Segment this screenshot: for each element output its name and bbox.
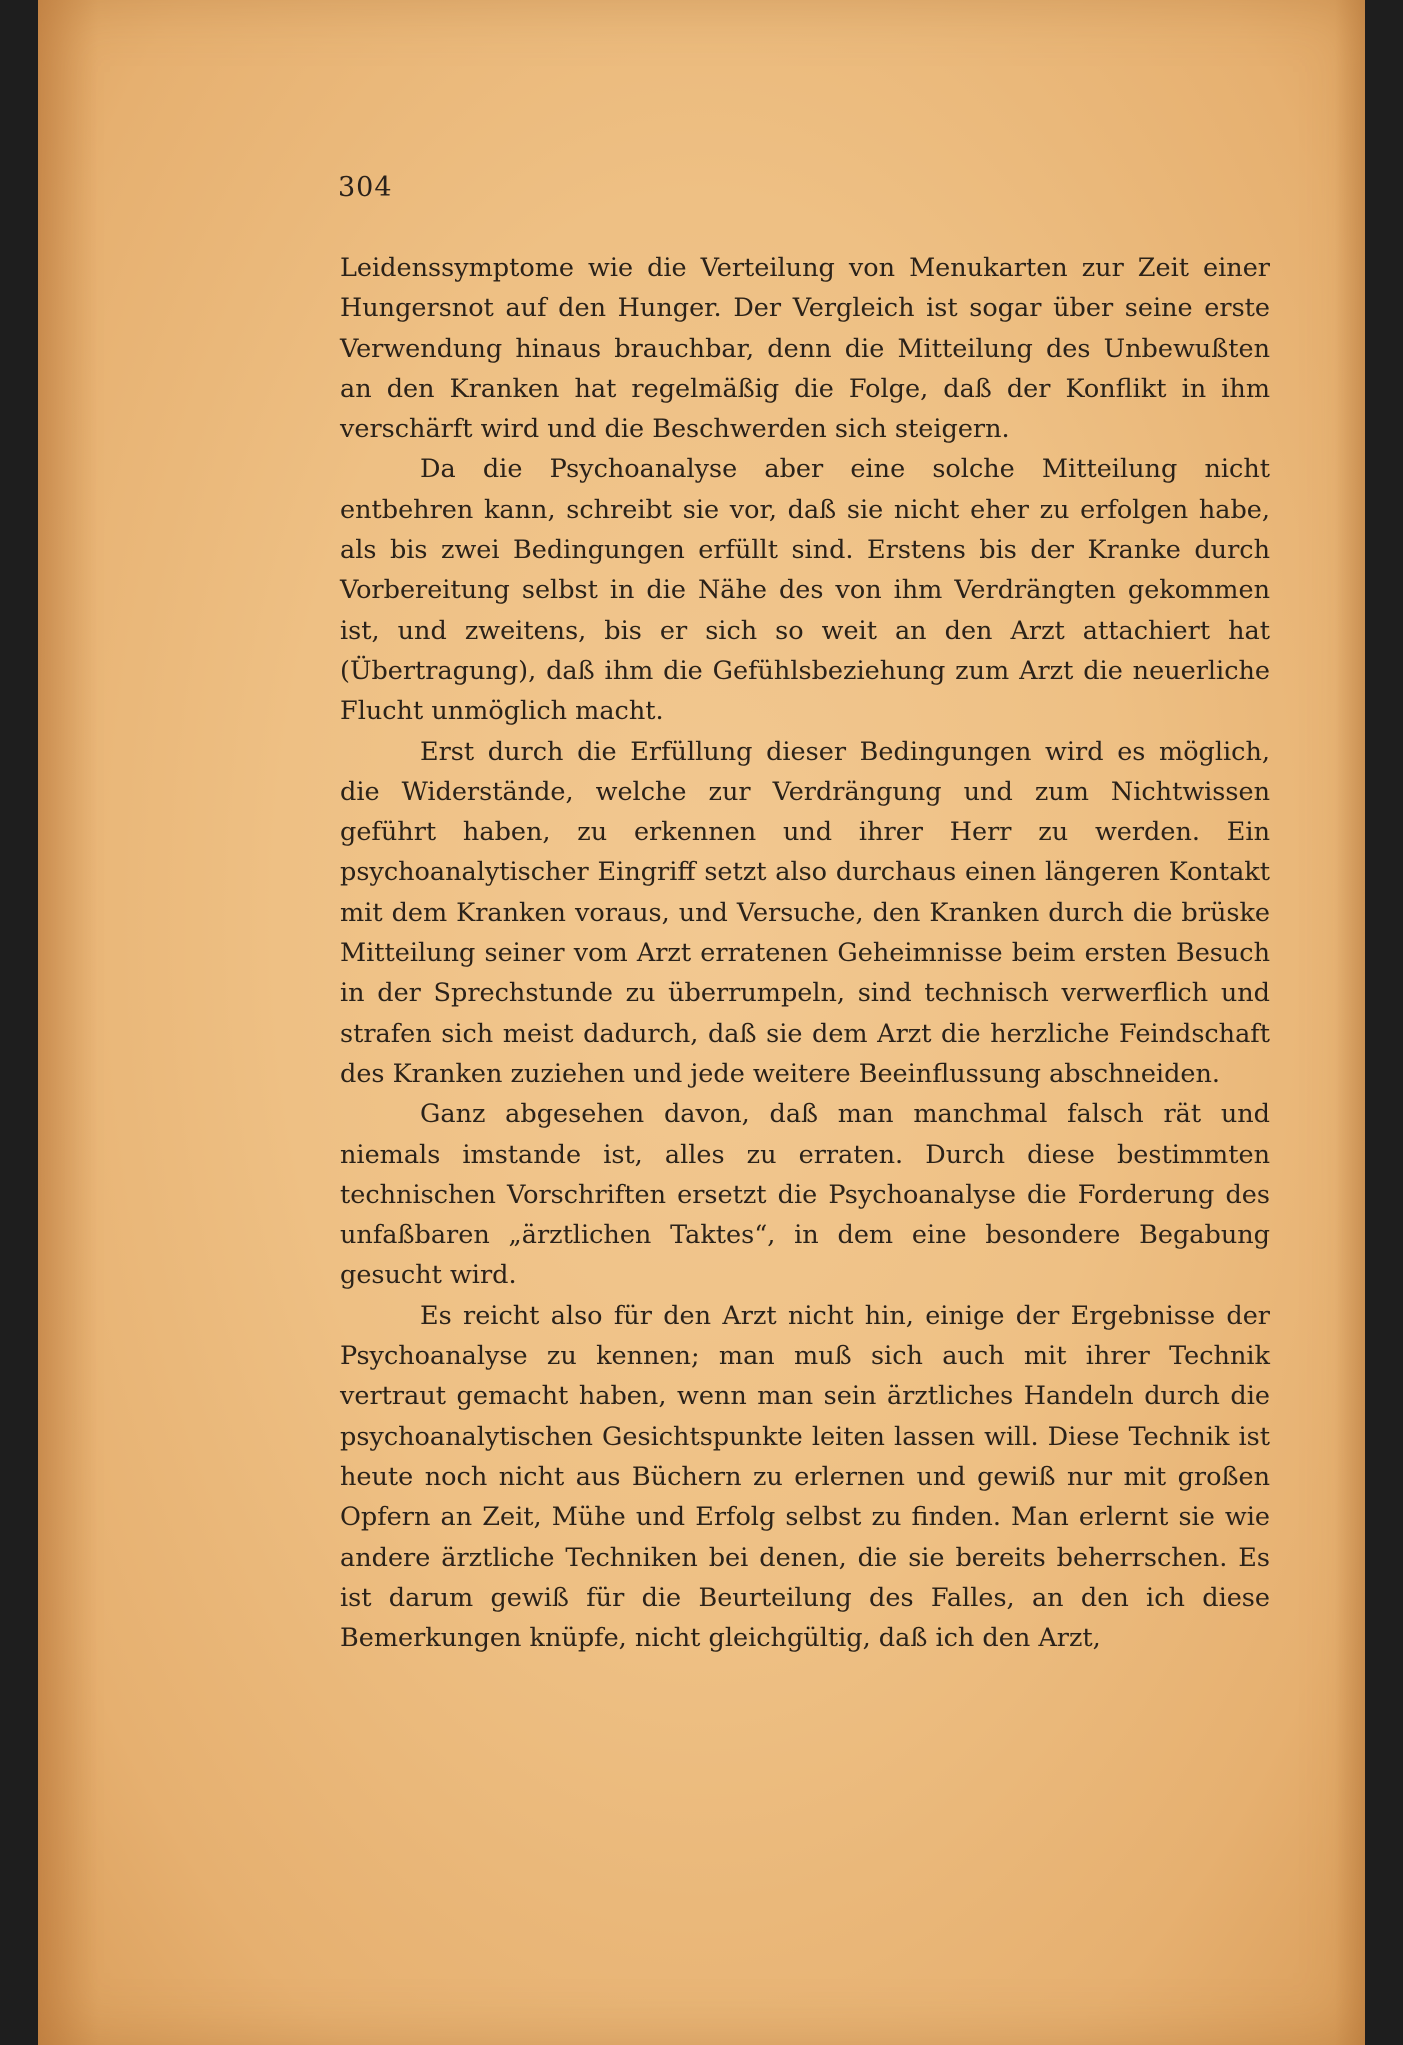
paragraph-5: Es reicht also für den Arzt nicht hin, einige der Ergebnisse der Psychoanalyse zu kennen; man muß sich auch mit ihrer Technik vertraut gemacht haben, wenn man sein ärztliches Handeln durch die psychoanalytischen Gesichtspunkte leiten lassen will. Diese Technik ist heute noch nicht aus Büchern zu erlernen und gewiß nur mit großen Opfern an Zeit, Mühe und Erfolg selbst zu finden. Man erlernt sie wie andere ärztliche Techniken bei denen, die sie bereits beherrschen. Es ist darum gewiß für die Beurteilung des Falles, an den ich diese Bemerkungen knüpfe, nicht gleichgültig, daß ich den Arzt, — [340, 1300, 1270, 1654]
paragraph-2: Da die Psychoanalyse aber eine solche Mitteilung nicht entbehren kann, schreibt sie vor, daß sie nicht eher zu erfolgen habe, als bis zwei Bedingungen erfüllt sind. Erstens bis der Kranke durch Vorbereitung selbst in die Nähe des von ihm Verdrängten gekommen ist, und zweitens, bis er sich so weit an den Arzt attachiert hat (Übertragung), daß ihm die Gefühlsbeziehung zum Arzt die neuerliche Flucht unmöglich macht. — [340, 454, 1270, 727]
page-number: 304 — [338, 172, 393, 203]
paragraph-4: Ganz abgesehen davon, daß man manchmal falsch rät und niemals imstande ist, alles zu erraten. Durch diese bestimmten technischen Vorschriften ersetzt die Psychoanalyse die Forderung des unfaßbaren „ärztlichen Taktes“, in dem eine besondere Begabung gesucht wird. — [340, 1099, 1270, 1291]
body-text — [340, 248, 1270, 1658]
paragraph-3: Erst durch die Erfüllung dieser Bedingungen wird es möglich, die Widerstände, welche zur Verdrängung und zum Nichtwissen geführt haben, zu erkennen und ihrer Herr zu werden. Ein psychoanalytischer Eingriff setzt also durchaus einen längeren Kontakt mit dem Kranken voraus, und Versuche, den Kranken durch die brüske Mitteilung seiner vom Arzt erratenen Geheimnisse beim ersten Besuch in der Sprechstunde zu überrumpeln, sind technisch verwerflich und strafen sich meist dadurch, daß sie dem Arzt die herzliche Feindschaft des Kranken zuziehen und jede weitere Beeinflussung abschneiden. — [340, 736, 1270, 1089]
paragraph-1: Leidenssymptome wie die Verteilung von Menukarten zur Zeit einer Hungersnot auf den Hunger. Der Vergleich ist sogar über seine erste Verwendung hinaus brauchbar, denn die Mitteilung des Unbewußten an den Kranken hat regelmäßig die Folge, daß der Konflikt in ihm verschärft wird und die Beschwerden sich steigern. — [340, 253, 1270, 445]
book-page — [38, 0, 1365, 2045]
